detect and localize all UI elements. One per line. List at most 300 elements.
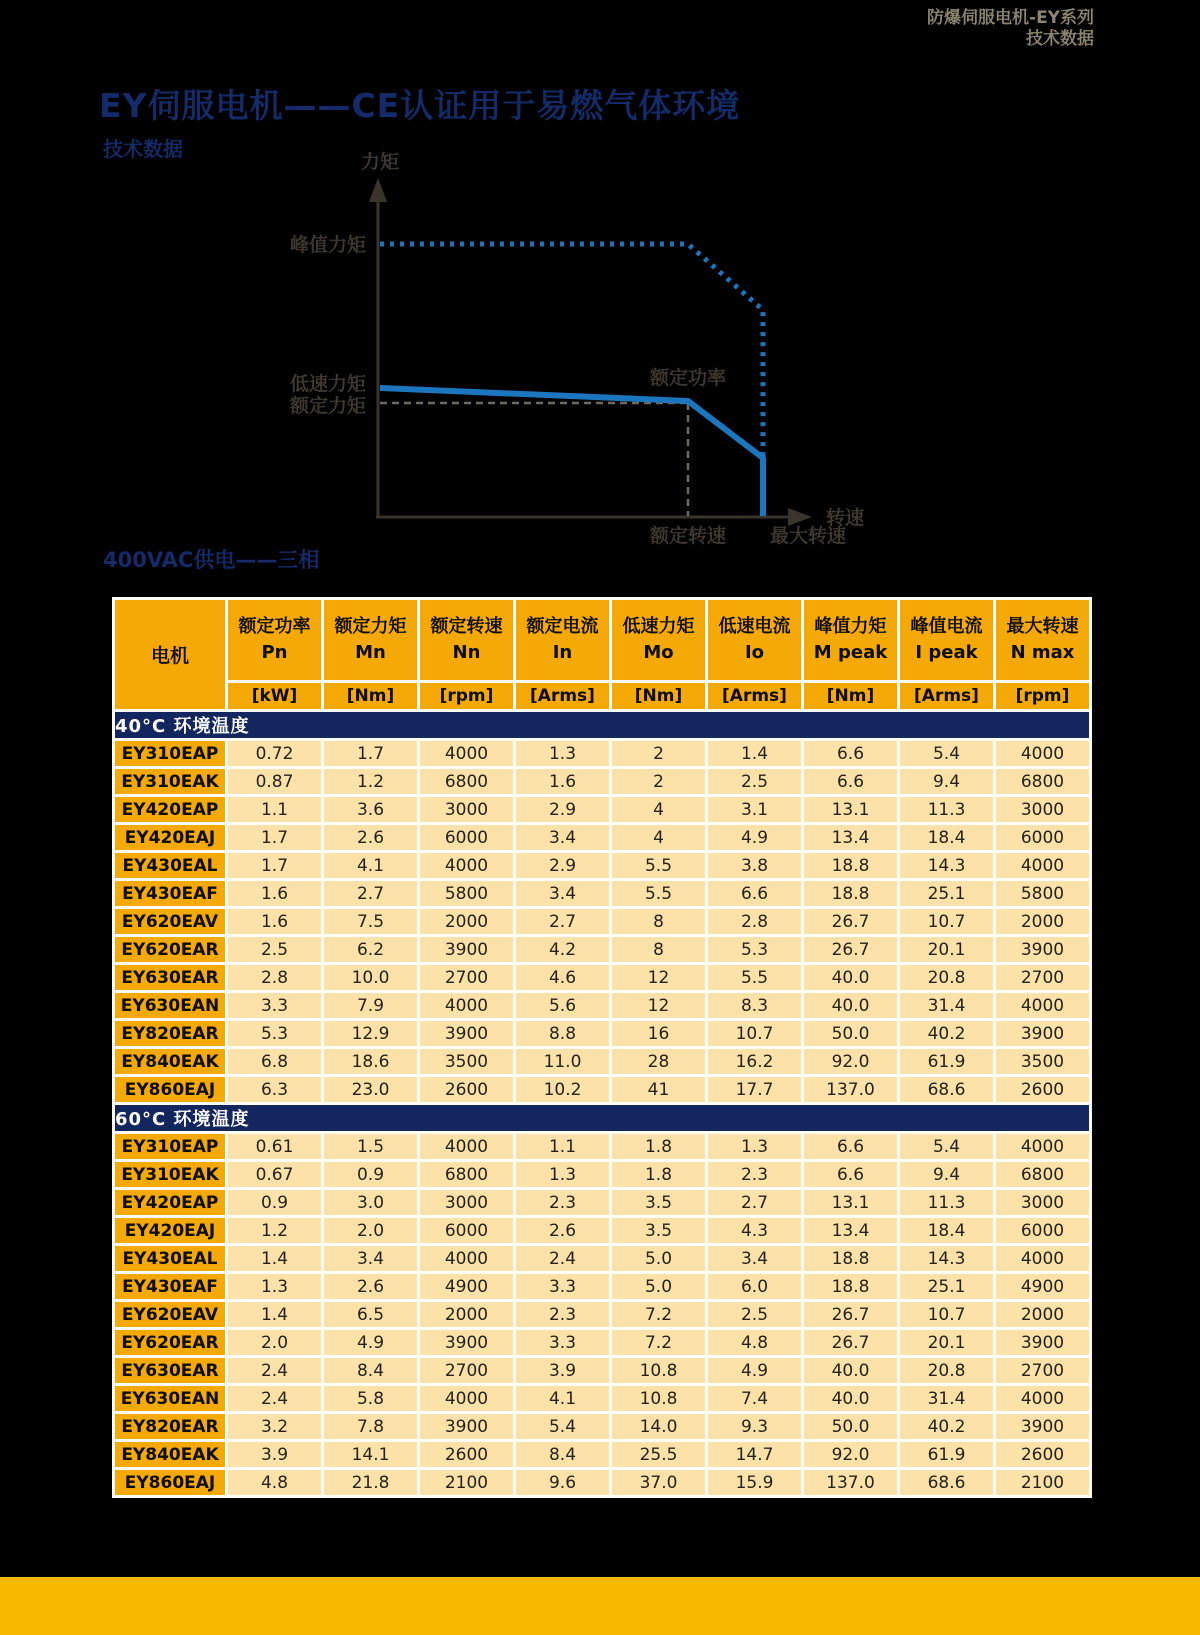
value-cell: 137.0 bbox=[804, 1077, 897, 1102]
value-cell: 16.2 bbox=[708, 1049, 801, 1074]
motor-name-cell: EY630EAR bbox=[115, 1358, 225, 1383]
x-axis-arrow-icon bbox=[788, 508, 812, 526]
value-cell: 10.8 bbox=[612, 1386, 705, 1411]
value-cell: 1.8 bbox=[612, 1134, 705, 1159]
value-cell: 4 bbox=[612, 797, 705, 822]
table-row bbox=[115, 1302, 1089, 1327]
unit-cell: [Nm] bbox=[612, 683, 705, 709]
value-cell: 5.5 bbox=[612, 853, 705, 878]
value-cell: 2.5 bbox=[708, 769, 801, 794]
value-cell: 4.2 bbox=[516, 937, 609, 962]
value-cell: 3900 bbox=[420, 1414, 513, 1439]
value-cell: 4.6 bbox=[516, 965, 609, 990]
value-cell: 25.5 bbox=[612, 1442, 705, 1467]
value-cell: 3.3 bbox=[516, 1274, 609, 1299]
value-cell: 4000 bbox=[420, 993, 513, 1018]
value-cell: 2.6 bbox=[324, 1274, 417, 1299]
value-cell: 5.3 bbox=[708, 937, 801, 962]
chart-canvas bbox=[270, 140, 890, 560]
value-cell: 1.6 bbox=[228, 909, 321, 934]
value-cell: 6.2 bbox=[324, 937, 417, 962]
value-cell: 1.1 bbox=[228, 797, 321, 822]
value-cell: 0.61 bbox=[228, 1134, 321, 1159]
value-cell: 14.0 bbox=[612, 1414, 705, 1439]
value-cell: 31.4 bbox=[900, 993, 993, 1018]
value-cell: 8.3 bbox=[708, 993, 801, 1018]
y-axis-arrow-icon bbox=[369, 178, 387, 202]
motor-name-cell: EY310EAP bbox=[115, 1134, 225, 1159]
column-header-in: 额定电流 In bbox=[516, 600, 609, 680]
value-cell: 5.4 bbox=[900, 1134, 993, 1159]
value-cell: 3900 bbox=[420, 937, 513, 962]
value-cell: 5.0 bbox=[612, 1246, 705, 1271]
value-cell: 92.0 bbox=[804, 1442, 897, 1467]
value-cell: 8.4 bbox=[516, 1442, 609, 1467]
value-cell: 1.6 bbox=[228, 881, 321, 906]
value-cell: 3.5 bbox=[612, 1218, 705, 1243]
value-cell: 12.9 bbox=[324, 1021, 417, 1046]
column-header-mn: 额定力矩 Mn bbox=[324, 600, 417, 680]
value-cell: 2.0 bbox=[324, 1218, 417, 1243]
value-cell: 3500 bbox=[420, 1049, 513, 1074]
value-cell: 17.7 bbox=[708, 1077, 801, 1102]
value-cell: 14.1 bbox=[324, 1442, 417, 1467]
value-cell: 9.3 bbox=[708, 1414, 801, 1439]
value-cell: 3000 bbox=[996, 1190, 1089, 1215]
unit-cell: [kW] bbox=[228, 683, 321, 709]
value-cell: 18.8 bbox=[804, 881, 897, 906]
value-cell: 4.3 bbox=[708, 1218, 801, 1243]
value-cell: 3000 bbox=[420, 1190, 513, 1215]
value-cell: 6.6 bbox=[804, 741, 897, 766]
value-cell: 4.9 bbox=[324, 1330, 417, 1355]
value-cell: 3.1 bbox=[708, 797, 801, 822]
value-cell: 14.3 bbox=[900, 853, 993, 878]
value-cell: 2700 bbox=[420, 1358, 513, 1383]
page-title: EY伺服电机——CE认证用于易燃气体环境 bbox=[99, 86, 741, 125]
value-cell: 12 bbox=[612, 965, 705, 990]
column-header-m-peak: 峰值力矩 M peak bbox=[804, 600, 897, 680]
value-cell: 92.0 bbox=[804, 1049, 897, 1074]
table-row bbox=[115, 909, 1089, 934]
value-cell: 1.7 bbox=[324, 741, 417, 766]
value-cell: 0.72 bbox=[228, 741, 321, 766]
value-cell: 6800 bbox=[996, 769, 1089, 794]
unit-cell: [rpm] bbox=[420, 683, 513, 709]
motor-name-cell: EY620EAV bbox=[115, 909, 225, 934]
rated-power-label: 额定功率 bbox=[649, 367, 727, 389]
value-cell: 3.8 bbox=[708, 853, 801, 878]
value-cell: 50.0 bbox=[804, 1021, 897, 1046]
motor-name-cell: EY840EAK bbox=[115, 1049, 225, 1074]
value-cell: 40.2 bbox=[900, 1414, 993, 1439]
motor-name-cell: EY420EAP bbox=[115, 797, 225, 822]
value-cell: 3.9 bbox=[228, 1442, 321, 1467]
value-cell: 25.1 bbox=[900, 1274, 993, 1299]
value-cell: 4.8 bbox=[708, 1330, 801, 1355]
value-cell: 4.9 bbox=[708, 1358, 801, 1383]
value-cell: 0.87 bbox=[228, 769, 321, 794]
value-cell: 40.0 bbox=[804, 965, 897, 990]
value-cell: 0.9 bbox=[324, 1162, 417, 1187]
x-axis-label: 转速 bbox=[826, 507, 865, 529]
table-row bbox=[115, 741, 1089, 766]
value-cell: 2.3 bbox=[516, 1190, 609, 1215]
value-cell: 9.4 bbox=[900, 769, 993, 794]
unit-cell: [Nm] bbox=[804, 683, 897, 709]
footer-accent-bar bbox=[0, 1577, 1200, 1635]
value-cell: 40.0 bbox=[804, 993, 897, 1018]
value-cell: 6.8 bbox=[228, 1049, 321, 1074]
value-cell: 2.5 bbox=[708, 1302, 801, 1327]
value-cell: 3900 bbox=[996, 1414, 1089, 1439]
value-cell: 11.3 bbox=[900, 797, 993, 822]
value-cell: 2100 bbox=[996, 1470, 1089, 1495]
value-cell: 2000 bbox=[420, 1302, 513, 1327]
value-cell: 40.0 bbox=[804, 1386, 897, 1411]
value-cell: 2.7 bbox=[708, 1190, 801, 1215]
value-cell: 3500 bbox=[996, 1049, 1089, 1074]
table-row bbox=[115, 993, 1089, 1018]
value-cell: 13.4 bbox=[804, 1218, 897, 1243]
value-cell: 2.4 bbox=[228, 1386, 321, 1411]
motor-name-cell: EY420EAJ bbox=[115, 1218, 225, 1243]
table-row bbox=[115, 1274, 1089, 1299]
value-cell: 3.4 bbox=[324, 1246, 417, 1271]
value-cell: 2100 bbox=[420, 1470, 513, 1495]
value-cell: 12 bbox=[612, 993, 705, 1018]
value-cell: 5.0 bbox=[612, 1274, 705, 1299]
max-speed-label: 最大转速 bbox=[770, 525, 847, 547]
motor-name-cell: EY310EAP bbox=[115, 741, 225, 766]
value-cell: 6.6 bbox=[804, 1134, 897, 1159]
column-header-mo: 低速力矩 Mo bbox=[612, 600, 705, 680]
peak-torque-curve bbox=[380, 244, 763, 458]
value-cell: 40.2 bbox=[900, 1021, 993, 1046]
torque-speed-chart bbox=[270, 140, 890, 560]
value-cell: 3.3 bbox=[516, 1330, 609, 1355]
value-cell: 3.0 bbox=[324, 1190, 417, 1215]
motor-name-cell: EY420EAJ bbox=[115, 825, 225, 850]
value-cell: 20.1 bbox=[900, 937, 993, 962]
value-cell: 3.2 bbox=[228, 1414, 321, 1439]
value-cell: 9.4 bbox=[900, 1162, 993, 1187]
table-row bbox=[115, 1470, 1089, 1495]
value-cell: 3000 bbox=[996, 797, 1089, 822]
value-cell: 3.4 bbox=[516, 825, 609, 850]
value-cell: 8 bbox=[612, 909, 705, 934]
value-cell: 9.6 bbox=[516, 1470, 609, 1495]
value-cell: 4.8 bbox=[228, 1470, 321, 1495]
value-cell: 2.6 bbox=[324, 825, 417, 850]
corner-subtitle: 技术数据 bbox=[1026, 29, 1094, 49]
value-cell: 16 bbox=[612, 1021, 705, 1046]
value-cell: 13.1 bbox=[804, 1190, 897, 1215]
spec-table bbox=[112, 597, 1092, 1498]
value-cell: 1.3 bbox=[708, 1134, 801, 1159]
value-cell: 4000 bbox=[996, 993, 1089, 1018]
value-cell: 1.4 bbox=[228, 1246, 321, 1271]
motor-name-cell: EY430EAL bbox=[115, 1246, 225, 1271]
value-cell: 1.3 bbox=[228, 1274, 321, 1299]
value-cell: 3900 bbox=[996, 937, 1089, 962]
value-cell: 10.7 bbox=[900, 909, 993, 934]
value-cell: 4.9 bbox=[708, 825, 801, 850]
unit-cell: [Arms] bbox=[900, 683, 993, 709]
value-cell: 6.5 bbox=[324, 1302, 417, 1327]
table-row bbox=[115, 1134, 1089, 1159]
value-cell: 18.8 bbox=[804, 1246, 897, 1271]
value-cell: 6000 bbox=[996, 1218, 1089, 1243]
value-cell: 2.8 bbox=[228, 965, 321, 990]
value-cell: 4000 bbox=[996, 1134, 1089, 1159]
series-label: 防爆伺服电机-EY系列 bbox=[927, 8, 1094, 28]
value-cell: 10.8 bbox=[612, 1358, 705, 1383]
value-cell: 3.5 bbox=[612, 1190, 705, 1215]
value-cell: 20.8 bbox=[900, 965, 993, 990]
table-row bbox=[115, 1358, 1089, 1383]
table-title: 400VAC供电——三相 bbox=[103, 548, 320, 572]
value-cell: 2600 bbox=[420, 1077, 513, 1102]
value-cell: 2.3 bbox=[516, 1302, 609, 1327]
value-cell: 13.1 bbox=[804, 797, 897, 822]
table-row bbox=[115, 1162, 1089, 1187]
value-cell: 137.0 bbox=[804, 1470, 897, 1495]
value-cell: 6800 bbox=[420, 769, 513, 794]
table-row bbox=[115, 1077, 1089, 1102]
value-cell: 26.7 bbox=[804, 909, 897, 934]
value-cell: 23.0 bbox=[324, 1077, 417, 1102]
motor-name-cell: EY430EAL bbox=[115, 853, 225, 878]
value-cell: 13.4 bbox=[804, 825, 897, 850]
unit-cell: [Arms] bbox=[516, 683, 609, 709]
value-cell: 31.4 bbox=[900, 1386, 993, 1411]
value-cell: 2600 bbox=[996, 1077, 1089, 1102]
table-row bbox=[115, 965, 1089, 990]
value-cell: 6800 bbox=[420, 1162, 513, 1187]
table-row bbox=[115, 1049, 1089, 1074]
rated-speed-label: 额定转速 bbox=[649, 525, 727, 547]
value-cell: 1.2 bbox=[228, 1218, 321, 1243]
value-cell: 6000 bbox=[420, 825, 513, 850]
column-header-io: 低速电流 Io bbox=[708, 600, 801, 680]
value-cell: 4.1 bbox=[324, 853, 417, 878]
value-cell: 10.7 bbox=[708, 1021, 801, 1046]
value-cell: 18.8 bbox=[804, 1274, 897, 1299]
table-row bbox=[115, 881, 1089, 906]
table-row bbox=[115, 1330, 1089, 1355]
value-cell: 14.3 bbox=[900, 1246, 993, 1271]
value-cell: 68.6 bbox=[900, 1470, 993, 1495]
table-row bbox=[115, 1442, 1089, 1467]
table-row bbox=[115, 825, 1089, 850]
motor-name-cell: EY820EAR bbox=[115, 1414, 225, 1439]
value-cell: 2.9 bbox=[516, 797, 609, 822]
value-cell: 1.3 bbox=[516, 741, 609, 766]
value-cell: 5800 bbox=[996, 881, 1089, 906]
value-cell: 1.2 bbox=[324, 769, 417, 794]
page-corner-header bbox=[927, 8, 1094, 50]
value-cell: 26.7 bbox=[804, 1330, 897, 1355]
value-cell: 3.3 bbox=[228, 993, 321, 1018]
value-cell: 4.1 bbox=[516, 1386, 609, 1411]
value-cell: 5.3 bbox=[228, 1021, 321, 1046]
motor-name-cell: EY820EAR bbox=[115, 1021, 225, 1046]
rated-torque-label: 额定力矩 bbox=[289, 395, 366, 417]
table-row bbox=[115, 1414, 1089, 1439]
value-cell: 3.9 bbox=[516, 1358, 609, 1383]
value-cell: 6.6 bbox=[804, 1162, 897, 1187]
value-cell: 1.4 bbox=[228, 1302, 321, 1327]
value-cell: 7.2 bbox=[612, 1302, 705, 1327]
value-cell: 2700 bbox=[996, 965, 1089, 990]
value-cell: 2000 bbox=[996, 1302, 1089, 1327]
value-cell: 2 bbox=[612, 769, 705, 794]
value-cell: 6.0 bbox=[708, 1274, 801, 1299]
value-cell: 6000 bbox=[420, 1218, 513, 1243]
value-cell: 1.8 bbox=[612, 1162, 705, 1187]
value-cell: 7.5 bbox=[324, 909, 417, 934]
value-cell: 5.4 bbox=[900, 741, 993, 766]
motor-name-cell: EY860EAJ bbox=[115, 1470, 225, 1495]
value-cell: 1.6 bbox=[516, 769, 609, 794]
value-cell: 8 bbox=[612, 937, 705, 962]
value-cell: 20.1 bbox=[900, 1330, 993, 1355]
column-header-nn: 额定转速 Nn bbox=[420, 600, 513, 680]
value-cell: 8.4 bbox=[324, 1358, 417, 1383]
value-cell: 3900 bbox=[420, 1021, 513, 1046]
motor-name-cell: EY630EAN bbox=[115, 993, 225, 1018]
value-cell: 2.7 bbox=[516, 909, 609, 934]
value-cell: 40.0 bbox=[804, 1358, 897, 1383]
table-row bbox=[115, 1246, 1089, 1271]
value-cell: 4900 bbox=[420, 1274, 513, 1299]
value-cell: 6800 bbox=[996, 1162, 1089, 1187]
value-cell: 4 bbox=[612, 825, 705, 850]
low-speed-torque-label: 低速力矩 bbox=[289, 373, 366, 395]
y-axis-label: 力矩 bbox=[360, 151, 400, 173]
value-cell: 11.0 bbox=[516, 1049, 609, 1074]
motor-name-cell: EY620EAV bbox=[115, 1302, 225, 1327]
value-cell: 2000 bbox=[420, 909, 513, 934]
value-cell: 2000 bbox=[996, 909, 1089, 934]
value-cell: 6.6 bbox=[708, 881, 801, 906]
value-cell: 10.2 bbox=[516, 1077, 609, 1102]
value-cell: 2.8 bbox=[708, 909, 801, 934]
motor-name-cell: EY620EAR bbox=[115, 937, 225, 962]
value-cell: 20.8 bbox=[900, 1358, 993, 1383]
unit-cell: [rpm] bbox=[996, 683, 1089, 709]
value-cell: 1.3 bbox=[516, 1162, 609, 1187]
motor-name-cell: EY840EAK bbox=[115, 1442, 225, 1467]
column-header-i-peak: 峰值电流 I peak bbox=[900, 600, 993, 680]
value-cell: 4000 bbox=[420, 1134, 513, 1159]
value-cell: 11.3 bbox=[900, 1190, 993, 1215]
value-cell: 3900 bbox=[996, 1330, 1089, 1355]
value-cell: 5.8 bbox=[324, 1386, 417, 1411]
value-cell: 18.6 bbox=[324, 1049, 417, 1074]
value-cell: 2600 bbox=[420, 1442, 513, 1467]
value-cell: 61.9 bbox=[900, 1049, 993, 1074]
value-cell: 37.0 bbox=[612, 1470, 705, 1495]
value-cell: 41 bbox=[612, 1077, 705, 1102]
value-cell: 14.7 bbox=[708, 1442, 801, 1467]
table-row bbox=[115, 1386, 1089, 1411]
value-cell: 18.4 bbox=[900, 1218, 993, 1243]
value-cell: 2.0 bbox=[228, 1330, 321, 1355]
value-cell: 2.6 bbox=[516, 1218, 609, 1243]
value-cell: 2.3 bbox=[708, 1162, 801, 1187]
value-cell: 1.4 bbox=[708, 741, 801, 766]
motor-name-cell: EY310EAK bbox=[115, 769, 225, 794]
value-cell: 8.8 bbox=[516, 1021, 609, 1046]
value-cell: 1.1 bbox=[516, 1134, 609, 1159]
value-cell: 2.4 bbox=[516, 1246, 609, 1271]
section-subtitle: 技术数据 bbox=[103, 137, 183, 161]
table-row bbox=[115, 1021, 1089, 1046]
continuous-torque-curve bbox=[380, 388, 763, 516]
value-cell: 5.6 bbox=[516, 993, 609, 1018]
value-cell: 6.3 bbox=[228, 1077, 321, 1102]
table-row bbox=[115, 853, 1089, 878]
column-header-n-max: 最大转速 N max bbox=[996, 600, 1089, 680]
value-cell: 4000 bbox=[420, 741, 513, 766]
value-cell: 3.6 bbox=[324, 797, 417, 822]
table-row bbox=[115, 1218, 1089, 1243]
value-cell: 3.4 bbox=[708, 1246, 801, 1271]
value-cell: 5.5 bbox=[708, 965, 801, 990]
motor-name-cell: EY630EAR bbox=[115, 965, 225, 990]
value-cell: 3900 bbox=[996, 1021, 1089, 1046]
value-cell: 2 bbox=[612, 741, 705, 766]
value-cell: 7.2 bbox=[612, 1330, 705, 1355]
value-cell: 18.4 bbox=[900, 825, 993, 850]
value-cell: 10.0 bbox=[324, 965, 417, 990]
value-cell: 3900 bbox=[420, 1330, 513, 1355]
value-cell: 68.6 bbox=[900, 1077, 993, 1102]
table-row bbox=[115, 937, 1089, 962]
motor-name-cell: EY430EAF bbox=[115, 881, 225, 906]
value-cell: 6000 bbox=[996, 825, 1089, 850]
value-cell: 4000 bbox=[420, 853, 513, 878]
value-cell: 1.5 bbox=[324, 1134, 417, 1159]
column-header-pn: 额定功率 Pn bbox=[228, 600, 321, 680]
value-cell: 50.0 bbox=[804, 1414, 897, 1439]
value-cell: 28 bbox=[612, 1049, 705, 1074]
value-cell: 15.9 bbox=[708, 1470, 801, 1495]
value-cell: 4000 bbox=[996, 1246, 1089, 1271]
value-cell: 7.8 bbox=[324, 1414, 417, 1439]
unit-cell: [Arms] bbox=[708, 683, 801, 709]
value-cell: 2700 bbox=[420, 965, 513, 990]
value-cell: 3000 bbox=[420, 797, 513, 822]
motor-name-cell: EY860EAJ bbox=[115, 1077, 225, 1102]
value-cell: 0.9 bbox=[228, 1190, 321, 1215]
value-cell: 6.6 bbox=[804, 769, 897, 794]
motor-name-cell: EY430EAF bbox=[115, 1274, 225, 1299]
value-cell: 2.4 bbox=[228, 1358, 321, 1383]
value-cell: 7.4 bbox=[708, 1386, 801, 1411]
value-cell: 4000 bbox=[420, 1246, 513, 1271]
value-cell: 4900 bbox=[996, 1274, 1089, 1299]
column-header-motor: 电机 bbox=[115, 600, 225, 709]
value-cell: 2.5 bbox=[228, 937, 321, 962]
motor-name-cell: EY420EAP bbox=[115, 1190, 225, 1215]
value-cell: 4000 bbox=[420, 1386, 513, 1411]
value-cell: 2600 bbox=[996, 1442, 1089, 1467]
value-cell: 2700 bbox=[996, 1358, 1089, 1383]
value-cell: 3.4 bbox=[516, 881, 609, 906]
